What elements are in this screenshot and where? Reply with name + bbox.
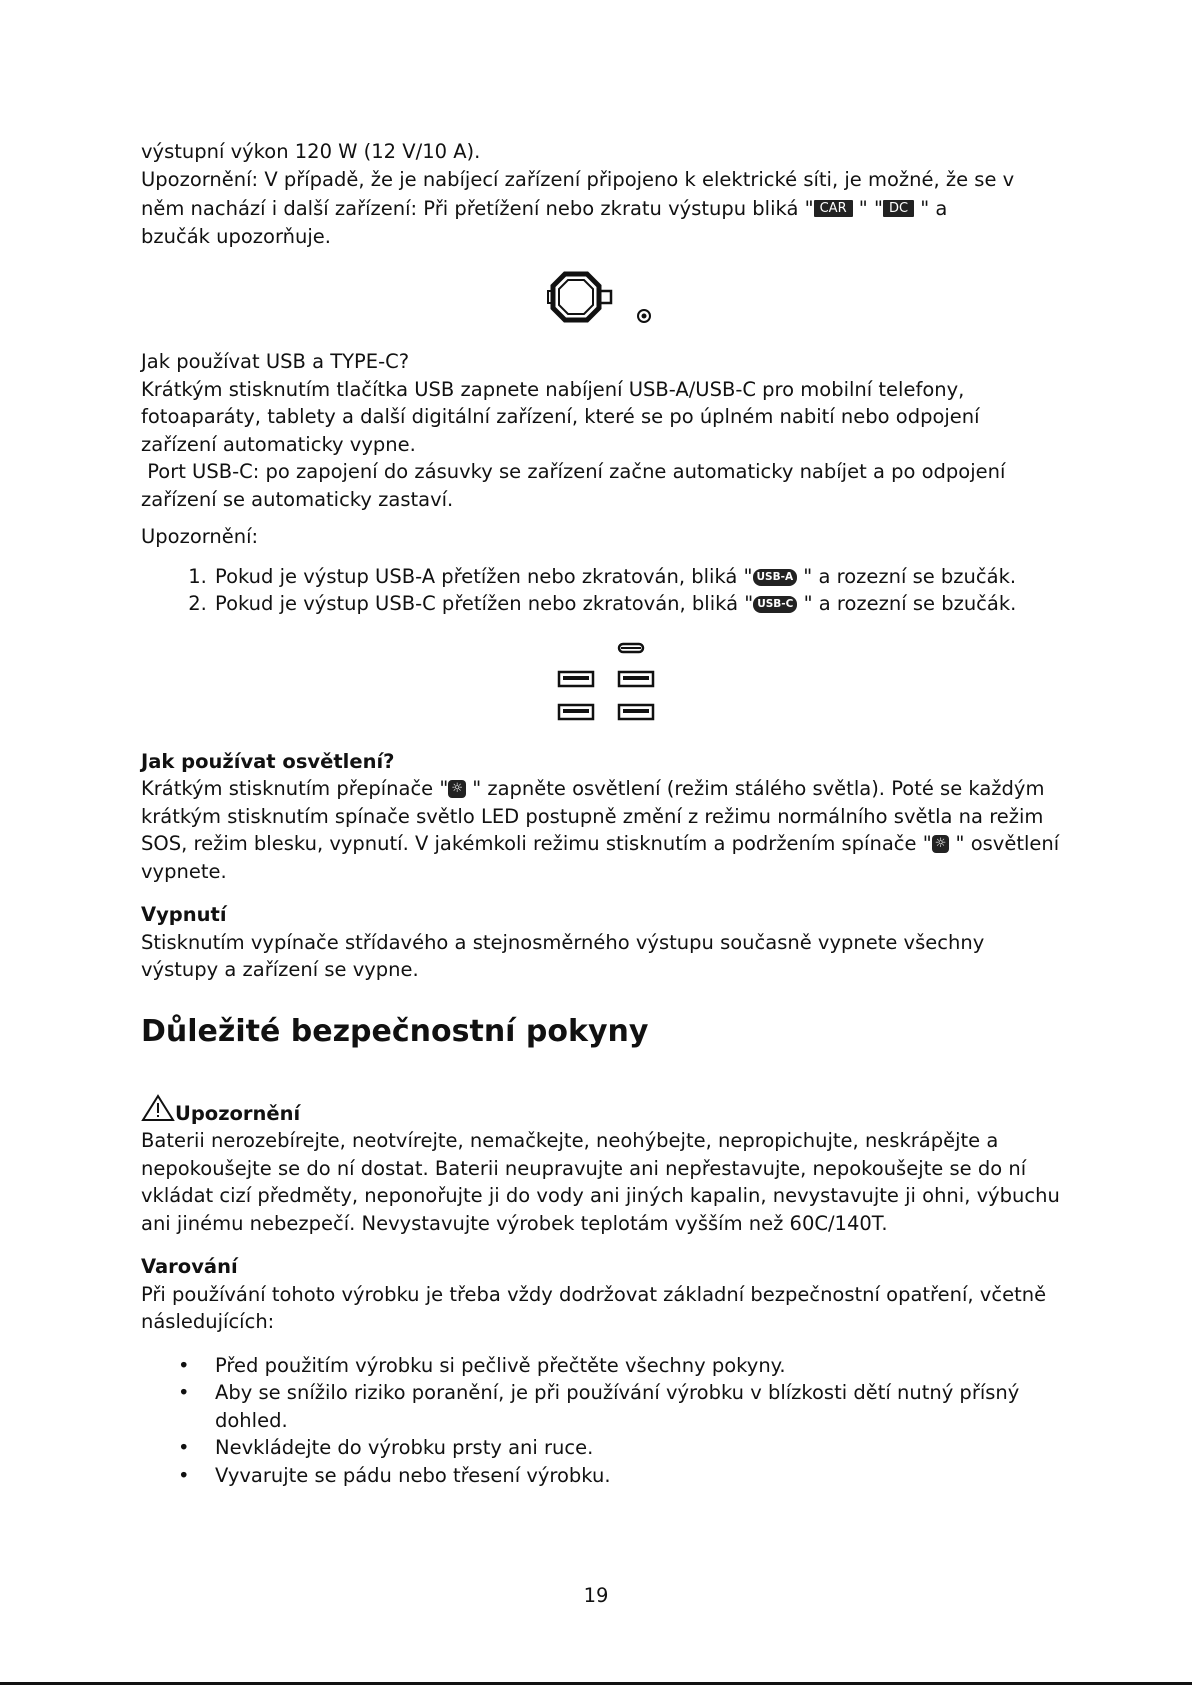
safety-title: Důležité bezpečnostní pokyny xyxy=(141,1013,649,1049)
caution-heading: Varování xyxy=(141,1255,238,1278)
off-paragraph: Stisknutím vypínače střídavého a stejnosměrného výstupu současně vypnete všechny výstupy a zařízení se vypne. xyxy=(141,930,985,981)
off-heading: Vypnutí xyxy=(141,903,227,926)
usb-note-label: Upozornění: xyxy=(141,525,259,548)
intro-line-4: bzučák upozorňuje. xyxy=(141,224,331,248)
light-heading: Jak používat osvětlení? xyxy=(141,749,395,773)
safety-bullet-list xyxy=(141,1352,1061,1490)
usb-a-badge: USB-A xyxy=(753,569,798,586)
caution-paragraph: Při používání tohoto výrobku je třeba vždy dodržovat základní bezpečnostní opatření, včetně následujících: xyxy=(141,1282,1047,1333)
list-item: • Vyvarujte se pádu nebo třesení výrobku. xyxy=(213,1462,1061,1490)
dc-badge: DC xyxy=(883,200,914,217)
intro-line-3: něm nachází i další zařízení: Při přetížení nebo zkratu výstupu bliká " CAR " " DC " a xyxy=(141,197,948,220)
usb-paragraph-1: Krátkým stisknutím tlačítka USB zapnete nabíjení USB-A/USB-C pro mobilní telefony, fotoaparáty, tablety a další digitální zařízení, které se po úplném nabití nebo odpojení zařízení automaticky vypne. xyxy=(141,377,980,456)
intro-line-2: Upozornění: V případě, že je nabíjecí zařízení připojeno k elektrické síti, je možné, že se v xyxy=(141,167,1015,191)
light-paragraph: Krátkým stisknutím přepínače " ☼ " zapněte osvětlení (režim stálého světla). Poté se každým krátkým stisknutím spínače světlo LED postupně změní z režimu normálního světla na režim SOS, režim blesku, vypnutí. V jakémkoli režimu stisknutím a podržením spínače " ☼ " osvětlení vypnete. xyxy=(141,777,1060,883)
warning-paragraph: Baterii nerozebírejte, neotvírejte, nemačkejte, neohýbejte, nepropichujte, neskrápějte a nepokoušejte se do ní dostat. Baterii neupravujte ani nepřestavujte, nepokoušejte se do ní vkládat cizí předměty, neponořujte ji do vody ani jiných kapalin, nevystavujte ji ohni, výbuchu ani jinému nebezpečí. Nevystavujte výrobek teplotám vyšším než 60C/140T. xyxy=(141,1129,1060,1235)
usb-warning-list xyxy=(141,563,1061,618)
usb-question: Jak používat USB a TYPE-C? xyxy=(141,350,410,373)
usb-ports-icon xyxy=(541,640,661,732)
warning-heading: Upozornění xyxy=(141,1094,1061,1128)
document-page xyxy=(141,138,1061,1489)
usb-c-badge: USB-C xyxy=(753,596,797,613)
list-item: • Aby se snížilo riziko poranění, je při používání výrobku v blízkosti dětí nutný přísný dohled. xyxy=(213,1379,1061,1434)
page-number: 19 xyxy=(583,1584,609,1607)
intro-line-1: výstupní výkon 120 W (12 V/10 A). xyxy=(141,140,481,163)
warning-triangle-icon xyxy=(141,1094,175,1122)
list-item: • Před použitím výrobku si pečlivě přečtěte všechny pokyny. xyxy=(213,1352,1061,1380)
light-icon: ☼ xyxy=(448,780,466,798)
list-item: 1. Pokud je výstup USB-A přetížen nebo zkratován, bliká " USB-A " a rozezní se bzučák. xyxy=(213,563,1061,591)
car-socket-icon xyxy=(541,268,661,338)
light-icon: ☼ xyxy=(932,835,950,853)
car-badge: CAR xyxy=(814,200,853,217)
usb-paragraph-2: Port USB-C: po zapojení do zásuvky se zařízení začne automaticky nabíjet a po odpojení zařízení se automaticky zastaví. xyxy=(141,460,1012,511)
list-item: • Nevkládejte do výrobku prsty ani ruce. xyxy=(213,1434,1061,1462)
list-item: 2. Pokud je výstup USB-C přetížen nebo zkratován, bliká " USB-C " a rozezní se bzučák. xyxy=(213,590,1061,618)
